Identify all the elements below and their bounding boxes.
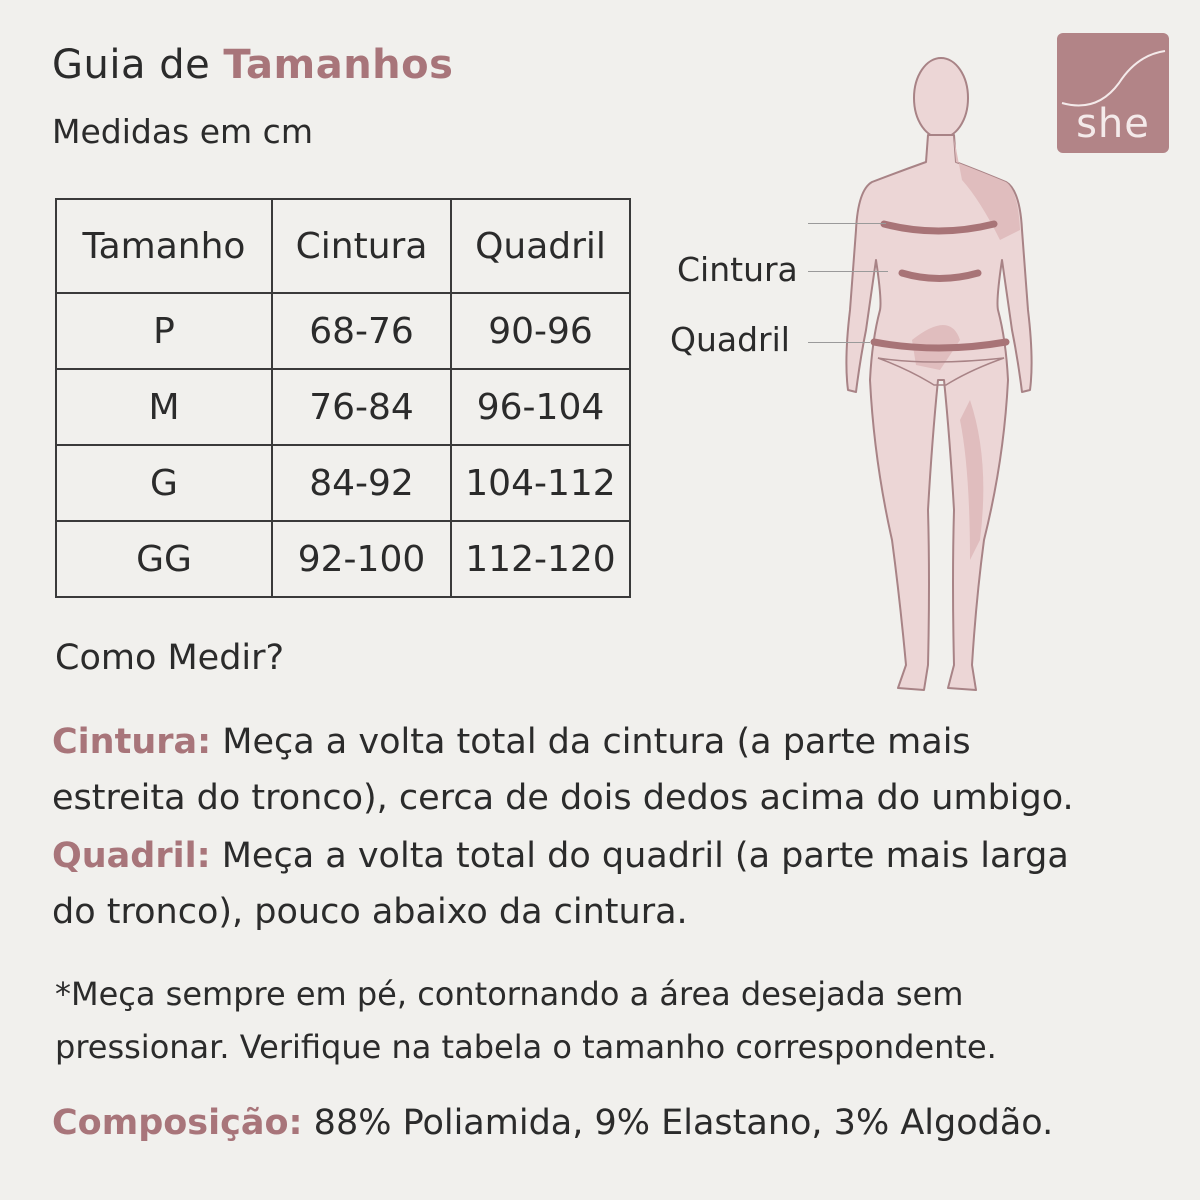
brand-logo: [1057, 33, 1169, 153]
column-header: Quadril: [451, 199, 630, 293]
body-figure-illustration: [820, 40, 1050, 700]
size-cell: M: [56, 369, 272, 445]
waist-leader-line: [808, 271, 888, 272]
table-header-row: [56, 199, 630, 293]
column-header: Tamanho: [56, 199, 272, 293]
composition-label: Composição:: [52, 1103, 303, 1143]
composition: [52, 1103, 1053, 1143]
waist-cell: 68-76: [272, 293, 451, 369]
size-table: [55, 198, 631, 598]
hip-cell: 104-112: [451, 445, 630, 521]
table-row: [56, 369, 630, 445]
waist-cell: 84-92: [272, 445, 451, 521]
size-cell: G: [56, 445, 272, 521]
chest-leader-line: [808, 223, 886, 224]
hip-instruction-label: Quadril:: [52, 836, 211, 876]
table-row: [56, 445, 630, 521]
composition-text: 88% Poliamida, 9% Elastano, 3% Algodão.: [302, 1103, 1054, 1143]
title-accent: Tamanhos: [223, 42, 454, 88]
figure-label-hip: Quadril: [670, 320, 790, 359]
hip-cell: 90-96: [451, 293, 630, 369]
figure-label-waist: Cintura: [677, 250, 798, 289]
hip-cell: 112-120: [451, 521, 630, 597]
page-title: [52, 42, 453, 88]
waist-cell: 76-84: [272, 369, 451, 445]
how-to-measure-title: Como Medir?: [55, 638, 285, 678]
waist-instruction-label: Cintura:: [52, 722, 212, 762]
size-cell: P: [56, 293, 272, 369]
waist-instruction-text: Meça a volta total da cintura (a parte mais estreita do tronco), cerca de dois dedos acima do umbigo.: [52, 722, 1074, 818]
page-subtitle: Medidas em cm: [52, 112, 313, 151]
waist-cell: 92-100: [272, 521, 451, 597]
column-header: Cintura: [272, 199, 451, 293]
hip-cell: 96-104: [451, 369, 630, 445]
title-prefix: Guia de: [52, 42, 211, 88]
hip-instruction: [52, 828, 1112, 940]
waist-instruction: [52, 714, 1112, 826]
measuring-note: *Meça sempre em pé, contornando a área desejada sem pressionar. Verifique na tabela o tamanho correspondente.: [55, 975, 997, 1066]
logo-text: she: [1076, 101, 1150, 147]
table-row: [56, 293, 630, 369]
hip-leader-line: [808, 342, 870, 343]
hip-instruction-text: Meça a volta total do quadril (a parte mais larga do tronco), pouco abaixo da cintura.: [52, 836, 1069, 932]
size-cell: GG: [56, 521, 272, 597]
figure-head: [914, 58, 968, 138]
table-row: [56, 521, 630, 597]
